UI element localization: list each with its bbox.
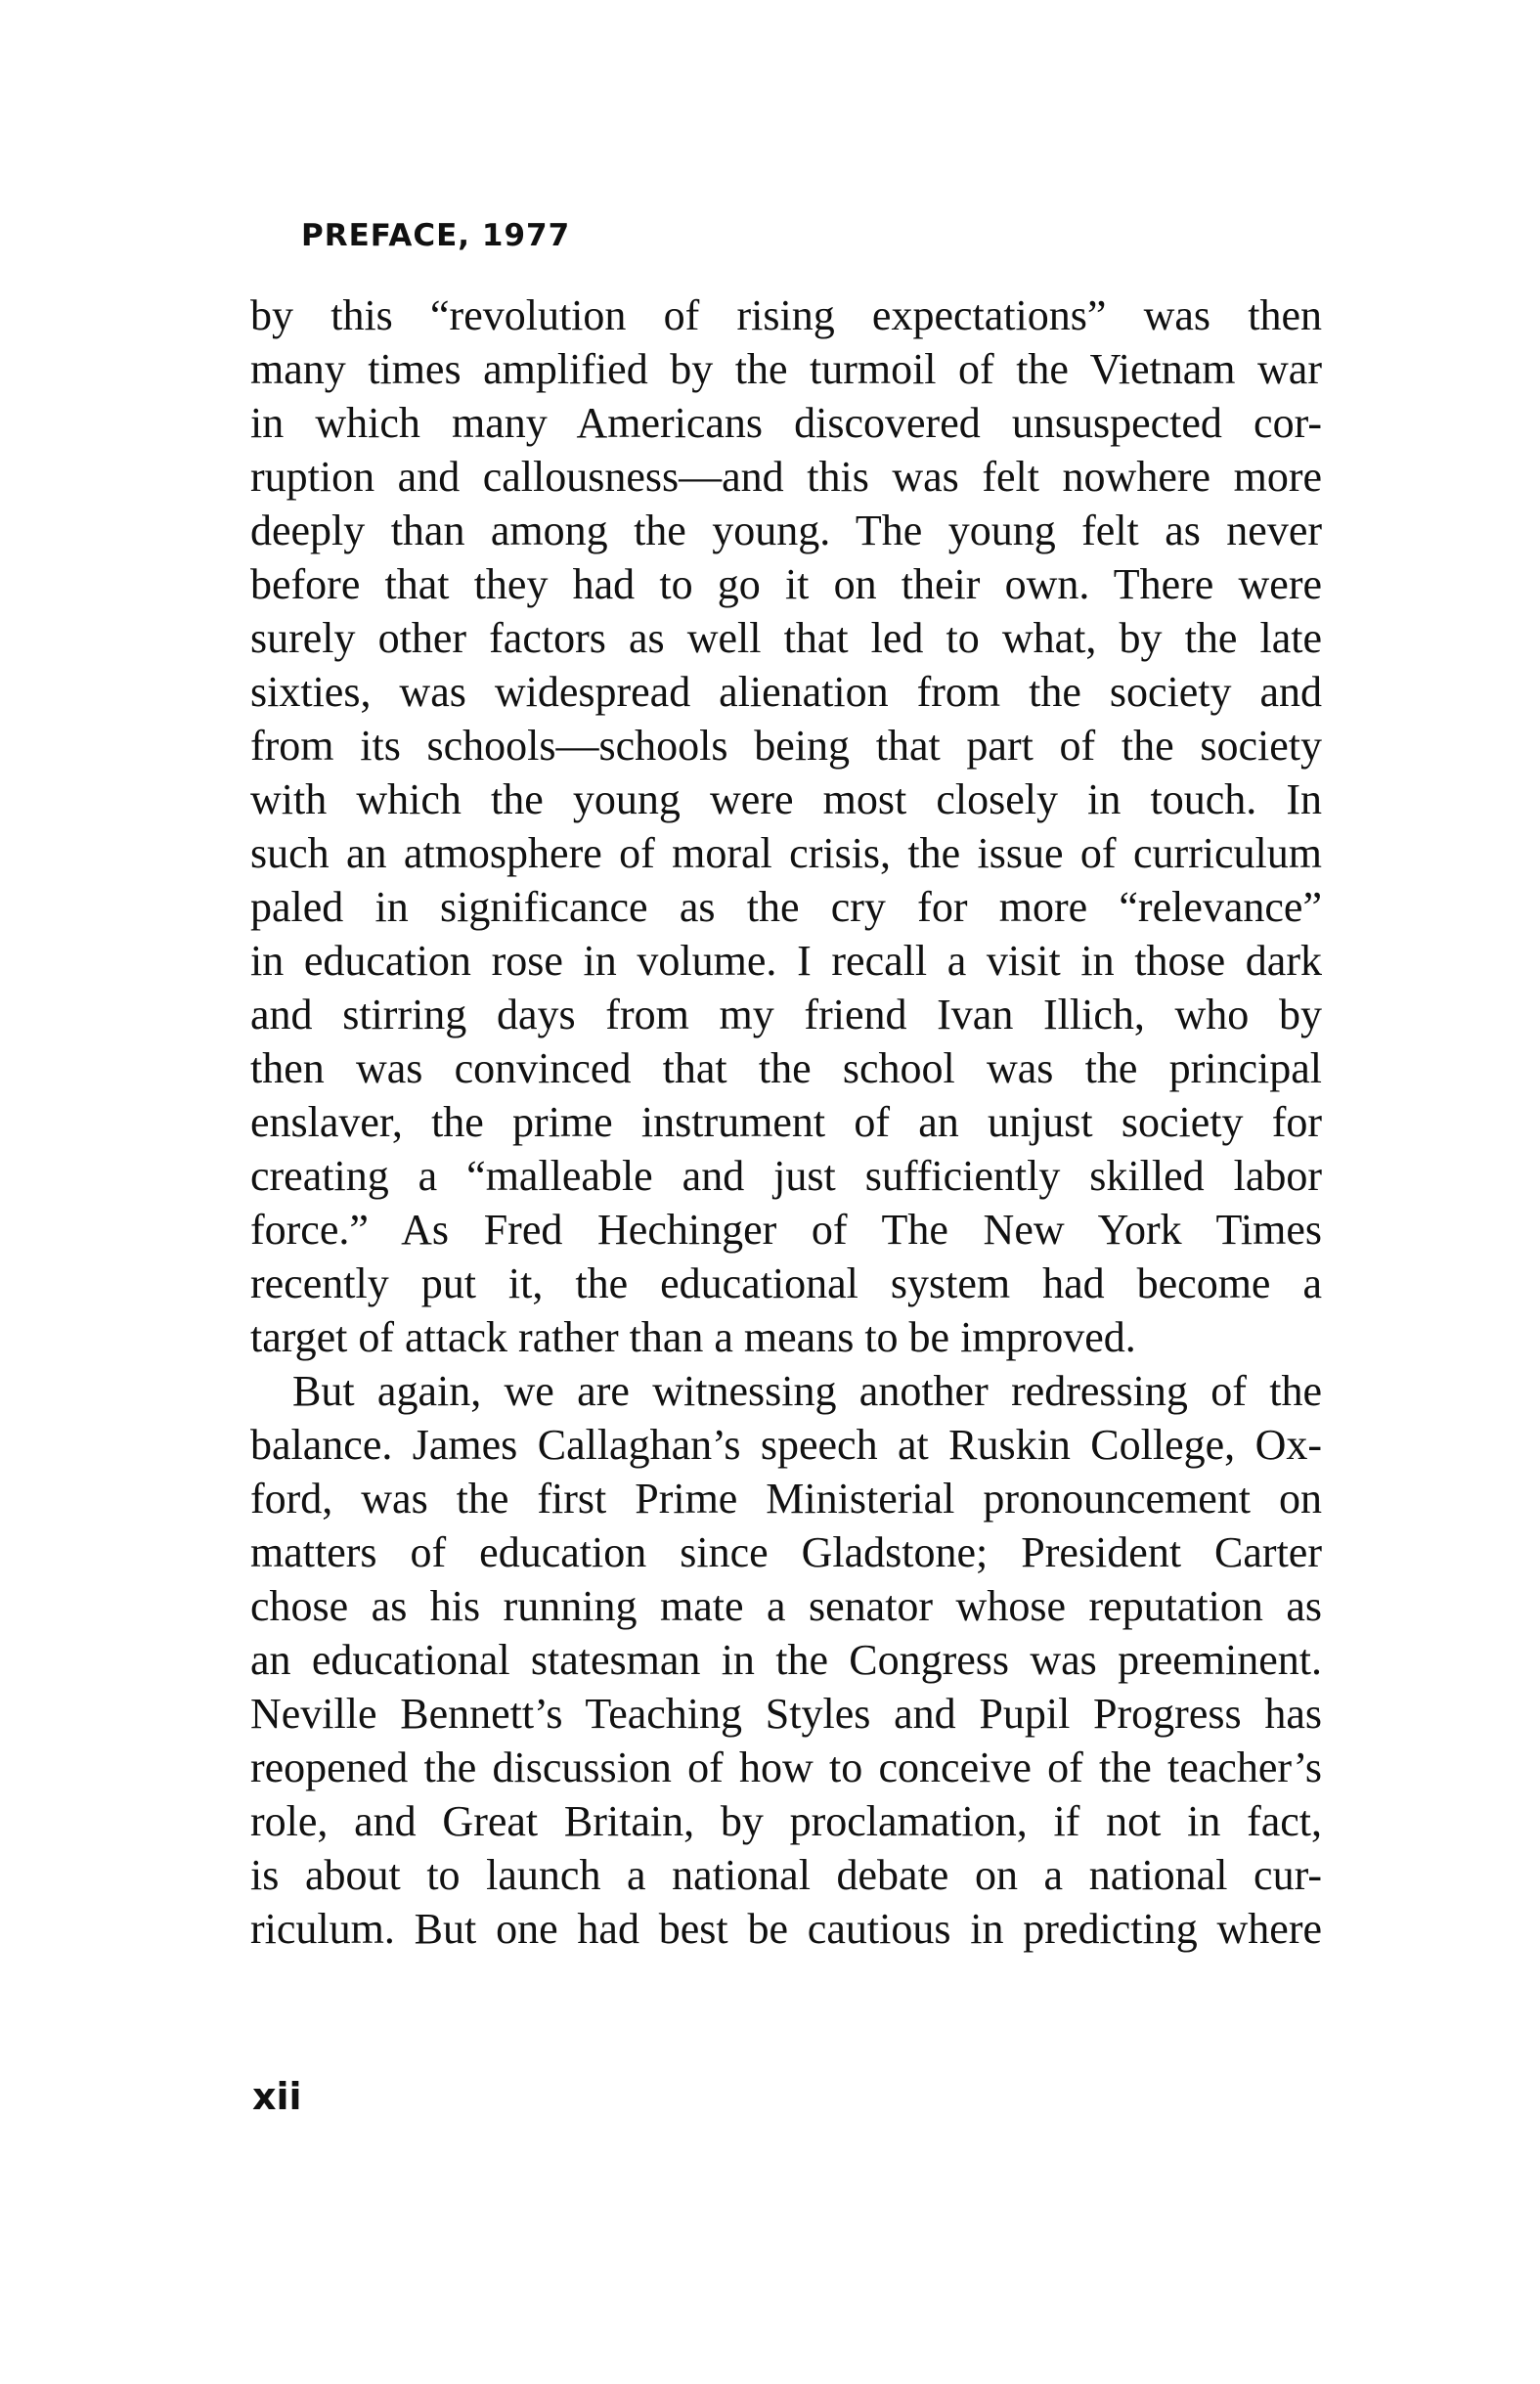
text-line: balance. James Callaghan’s speech at Ruskin College, Ox- (250, 1421, 1322, 1469)
text-line: in which many Americans discovered unsuspected cor- (250, 399, 1322, 447)
text-line: from its schools—schools being that part of the society (250, 722, 1322, 770)
text-line: chose as his running mate a senator whose reputation as (250, 1582, 1322, 1630)
text-line: ruption and callousness—and this was felt nowhere more (250, 453, 1322, 501)
page-number: xii (252, 2075, 302, 2118)
text-line: matters of education since Gladstone; President Carter (250, 1528, 1322, 1576)
text-line: then was convinced that the school was the principal (250, 1044, 1322, 1092)
text-line: deeply than among the young. The young felt as never (250, 507, 1322, 554)
text-line: riculum. But one had best be cautious in predicting where (250, 1905, 1322, 1953)
text-line: an educational statesman in the Congress was preeminent. (250, 1636, 1322, 1684)
text-line-paragraph-start: But again, we are witnessing another redressing of the (292, 1367, 1322, 1415)
text-line: reopened the discussion of how to conceive of the teacher’s (250, 1744, 1322, 1791)
text-line: Neville Bennett’s Teaching Styles and Pupil Progress has (250, 1690, 1322, 1738)
text-line: such an atmosphere of moral crisis, the issue of curriculum (250, 829, 1322, 877)
text-line: enslaver, the prime instrument of an unjust society for (250, 1098, 1322, 1146)
text-line: with which the young were most closely in touch. In (250, 775, 1322, 823)
text-line: is about to launch a national debate on a national cur- (250, 1851, 1322, 1899)
text-line: by this “revolution of rising expectations” was then (250, 291, 1322, 339)
text-line: before that they had to go it on their own. There were (250, 560, 1322, 608)
text-line: role, and Great Britain, by proclamation, if not in fact, (250, 1797, 1322, 1845)
text-line: surely other factors as well that led to what, by the late (250, 614, 1322, 662)
text-line: target of attack rather than a means to be improved. (250, 1313, 1136, 1361)
running-head: PREFACE, 1977 (301, 218, 571, 253)
text-line: recently put it, the educational system had become a (250, 1259, 1322, 1307)
text-line: sixties, was widespread alienation from the society and (250, 668, 1322, 716)
text-line: in education rose in volume. I recall a visit in those dark (250, 937, 1322, 985)
text-line: ford, was the first Prime Ministerial pronouncement on (250, 1475, 1322, 1523)
text-line: creating a “malleable and just sufficiently skilled labor (250, 1152, 1322, 1200)
text-line: force.” As Fred Hechinger of The New York Times (250, 1206, 1322, 1254)
text-line: and stirring days from my friend Ivan Illich, who by (250, 991, 1322, 1038)
text-line: paled in significance as the cry for more “relevance” (250, 883, 1322, 931)
body-text (250, 288, 1322, 1956)
text-line: many times amplified by the turmoil of the Vietnam war (250, 345, 1322, 393)
